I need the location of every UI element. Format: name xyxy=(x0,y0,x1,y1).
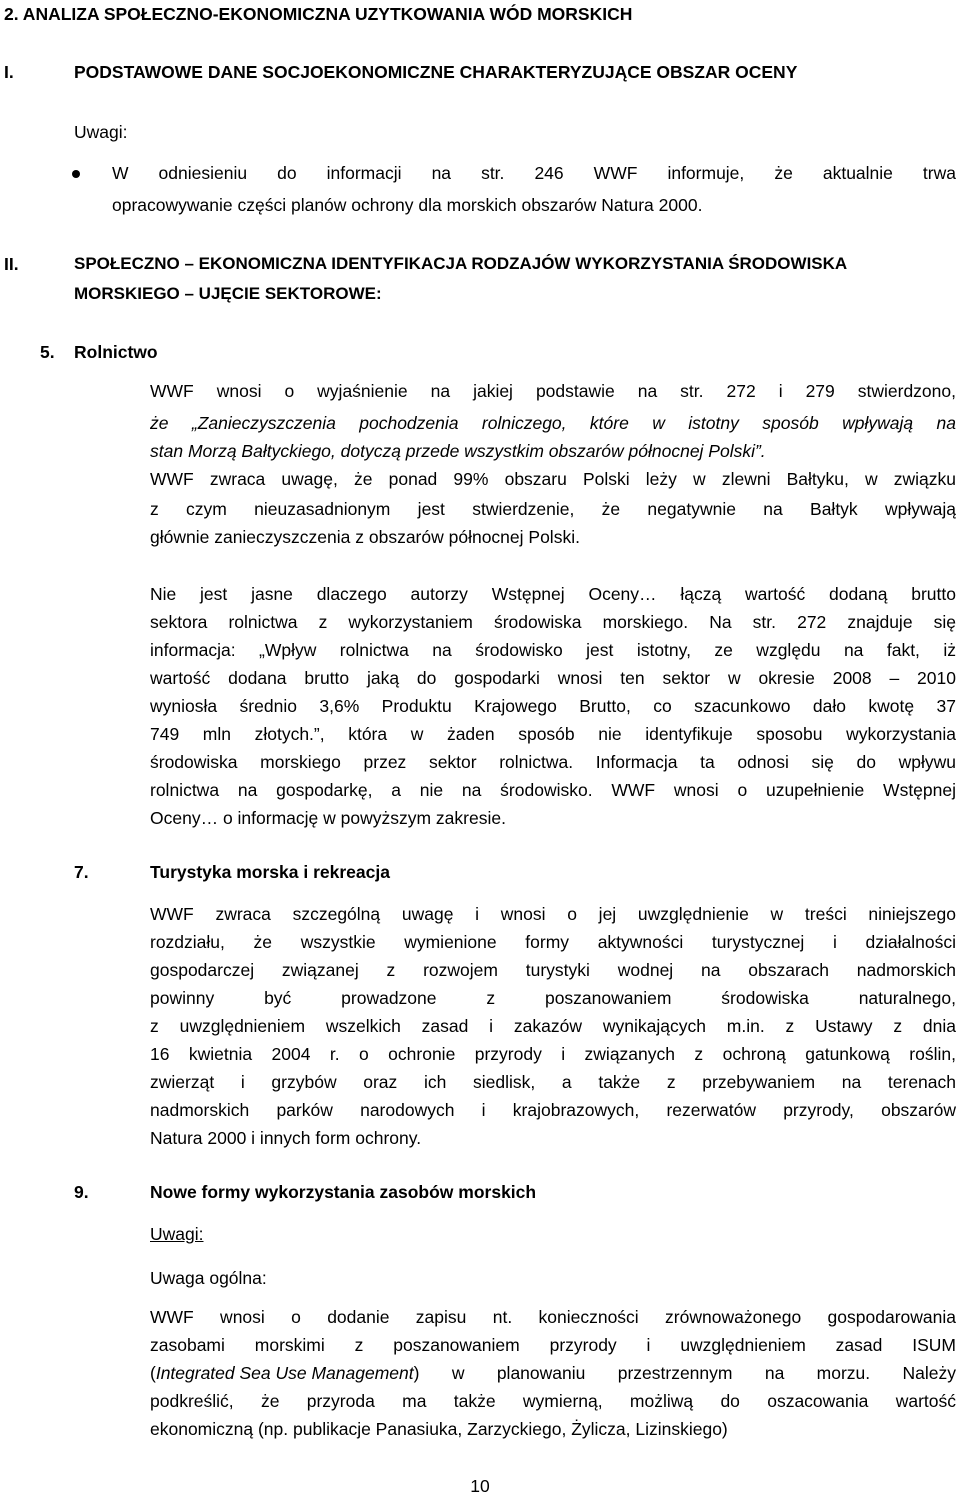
heading-ii-number: II. xyxy=(4,254,19,274)
section-7-line: nadmorskich parków narodowych i krajobrazowych, rezerwatów przyrody, obszarów xyxy=(150,1100,956,1120)
section-9-line: WWF wnosi o dodanie zapisu nt. konieczności zrównoważonego gospodarowania xyxy=(150,1307,956,1327)
heading-ii-line: MORSKIEGO – UJĘCIE SEKTOROWE: xyxy=(74,284,382,303)
section-9-number: 9. xyxy=(74,1182,89,1202)
section-5-line: 749 mln złotych.”, która w żaden sposób nie identyfikuje sposobu wykorzystania xyxy=(150,724,956,744)
bullet-icon xyxy=(72,170,80,178)
isum-rest: ) w planowaniu przestrzennym na morzu. Należy xyxy=(413,1363,956,1383)
section-9-uwagi-label: Uwagi: xyxy=(150,1224,204,1244)
section-5-line: głównie zanieczyszczenia z obszarów północnej Polski. xyxy=(150,527,580,547)
section-7-title: Turystyka morska i rekreacja xyxy=(150,862,390,882)
section-5-line: wartość dodana brutto jaką do gospodarki wnosi ten sektor w okresie 2008 – 2010 xyxy=(150,668,956,688)
chapter-heading: 2. ANALIZA SPOŁECZNO-EKONOMICZNA UZYTKOWANIA WÓD MORSKICH xyxy=(4,4,633,24)
section-9-line: zasobami morskimi z poszanowaniem przyrody i uwzględnieniem zasad ISUM xyxy=(150,1335,956,1355)
uwagi-label: Uwagi: xyxy=(74,122,128,142)
section-9-line: podkreślić, że przyroda ma także wymierną, możliwą do oszacowania wartość xyxy=(150,1391,956,1411)
section-5-title: Rolnictwo xyxy=(74,342,158,362)
section-5-line: WWF wnosi o wyjaśnienie na jakiej podstawie na str. 272 i 279 stwierdzono, xyxy=(150,381,956,401)
section-7-line: gospodarczej związanej z rozwojem turystyki wodnej na obszarach nadmorskich xyxy=(150,960,956,980)
section-9-line xyxy=(150,1359,956,1387)
section-5-line: że „Zanieczyszczenia pochodzenia rolniczego, które w istotny sposób wpływają na xyxy=(150,413,956,433)
section-5-line: Oceny… o informację w powyższym zakresie. xyxy=(150,808,506,828)
section-7-line: Natura 2000 i innych form ochrony. xyxy=(150,1128,422,1148)
heading-ii-line: SPOŁECZNO – EKONOMICZNA IDENTYFIKACJA RODZAJÓW WYKORZYSTANIA ŚRODOWISKA xyxy=(74,254,848,273)
section-5-line: wyniosła średnio 3,6% Produktu Krajowego Brutto, co szacunkowo dało kwotę 37 xyxy=(150,696,956,716)
section-7-line: 16 kwietnia 2004 r. o ochronie przyrody i związanych z ochroną gatunkową roślin, xyxy=(150,1044,956,1064)
section-5-line: informacja: „Wpływ rolnictwa na środowisko jest istotny, ze względu na fakt, iż xyxy=(150,640,956,660)
heading-i-text: PODSTAWOWE DANE SOCJOEKONOMICZNE CHARAKTERYZUJĄCE OBSZAR OCENY xyxy=(74,62,798,82)
section-7-line: rozdziału, że wszystkie wymienione formy aktywności turystycznej i działalności xyxy=(150,932,956,952)
section-5-line: sektora rolnictwa z wykorzystaniem środowiska morskiego. Na str. 272 znajduje się xyxy=(150,612,956,632)
bullet-text-line: W odniesieniu do informacji na str. 246 WWF informuje, że aktualnie trwa xyxy=(112,163,956,183)
section-5-line: stan Morzą Bałtyckiego, dotyczą przede wszystkim obszarów północnej Polski”. xyxy=(150,441,766,461)
section-5-line: z czym nieuzasadnionym jest stwierdzenie, że negatywnie na Bałtyk wpływają xyxy=(150,499,956,519)
paren-open: ( xyxy=(150,1363,156,1383)
section-9-title: Nowe formy wykorzystania zasobów morskich xyxy=(150,1182,537,1202)
section-7-line: powinny być prowadzone z poszanowaniem środowiska naturalnego, xyxy=(150,988,956,1008)
section-5-line: środowiska morskiego przez sektor rolnictwa. Informacja ta odnosi się do wpływu xyxy=(150,752,956,772)
heading-i-number: I. xyxy=(4,62,14,82)
section-5-line: rolnictwa na gospodarkę, a nie na środowisko. WWF wnosi o uzupełnienie Wstępnej xyxy=(150,780,956,800)
section-7-number: 7. xyxy=(74,862,89,882)
section-7-line: z uwzględnieniem wszelkich zasad i zakazów wynikających m.in. z Ustawy z dnia xyxy=(150,1016,956,1036)
section-7-line: WWF zwraca szczególną uwagę i wnosi o jej uwzględnienie w treści niniejszego xyxy=(150,904,956,924)
page-number: 10 xyxy=(470,1476,490,1496)
section-9-uwaga-ogolna: Uwaga ogólna: xyxy=(150,1268,267,1288)
section-5-line: Nie jest jasne dlaczego autorzy Wstępnej Oceny… łączą wartość dodaną brutto xyxy=(150,584,956,604)
section-5-number: 5. xyxy=(40,342,55,362)
isum-term: Integrated Sea Use Management xyxy=(155,1363,414,1383)
section-9-line: ekonomiczną (np. publikacje Panasiuka, Zarzyckiego, Żylicza, Lizinskiego) xyxy=(150,1419,728,1439)
section-7-line: zwierząt i grzybów oraz ich siedlisk, a także z przebywaniem na terenach xyxy=(150,1072,956,1092)
bullet-text-line: opracowywanie części planów ochrony dla morskich obszarów Natura 2000. xyxy=(112,195,703,215)
section-5-line: WWF zwraca uwagę, że ponad 99% obszaru Polski leży w zlewni Bałtyku, w związku xyxy=(150,469,956,489)
